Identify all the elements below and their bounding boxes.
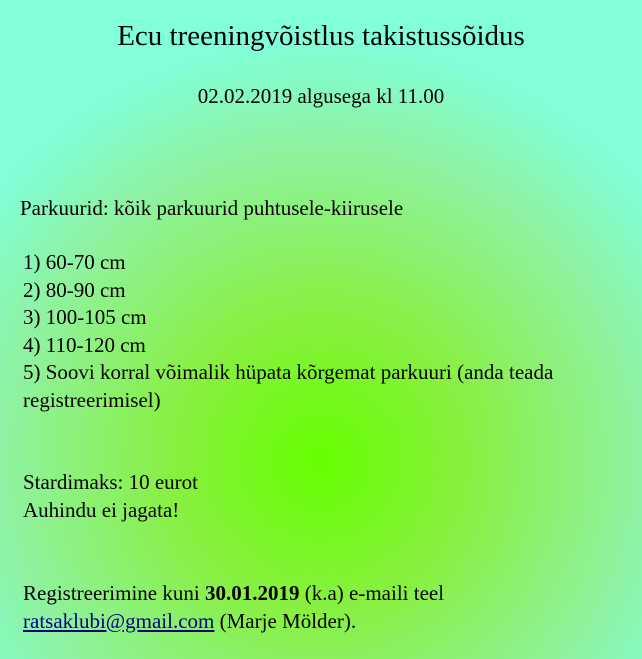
registration-deadline: 30.01.2019 (204, 581, 300, 605)
course-list (23, 249, 638, 414)
registration-block (23, 580, 638, 635)
entry-fee: Stardimaks: 10 eurot (23, 470, 198, 494)
course-item: 4) 110-120 cm (23, 332, 146, 357)
course-item: 3) 100-105 cm (23, 305, 147, 329)
registration-contact: (Marje Mölder). (214, 608, 357, 633)
course-item: 2) 80-90 cm (23, 277, 126, 302)
event-date: 02.02.2019 algusega kl 11.00 (197, 84, 445, 108)
registration-prefix: Registreerimine kuni (23, 581, 205, 605)
fees-block (23, 469, 198, 524)
registration-middle: (k.a) e-maili teel (299, 581, 445, 605)
course-item: 1) 60-70 cm (23, 250, 126, 274)
page-title: Ecu treeningvõistlus takistussõidus (117, 20, 525, 52)
courses-heading: Parkuurid: kõik parkuurid puhtusele-kiirusele (20, 196, 404, 220)
course-item: 5) Soovi korral võimalik hüpata kõrgemat parkuuri (anda teada registreerimisel) (23, 360, 554, 412)
prizes-note: Auhindu ei jagata! (23, 497, 180, 522)
email-link[interactable]: ratsaklubi@gmail.com (23, 608, 215, 633)
